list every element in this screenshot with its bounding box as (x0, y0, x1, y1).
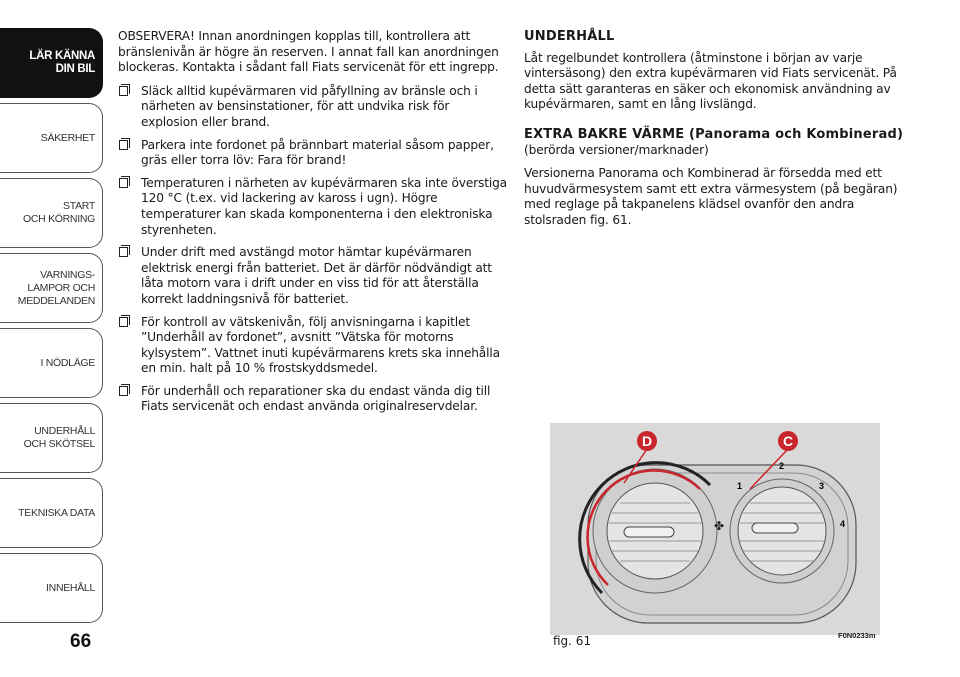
list-item-text: Parkera inte fordonet på brännbart material såsom papper, gräs eller torra löv: Fara för brand! (141, 137, 494, 168)
tab-innehall[interactable]: INNEHÅLL (0, 553, 103, 623)
tab-i-nodlage[interactable]: I NÖDLÄGE (0, 328, 103, 398)
fan-icon: ✤ (714, 519, 725, 533)
list-item-text: Under drift med avstängd motor hämtar kupévärmaren elektrisk energi från batteriet. Det är därför nödvändigt att låta motorn vara i drift under en viss tid för att återställa korrekt laddningsnivå för batteriet. (141, 245, 492, 306)
list-item (118, 84, 508, 131)
list-item-text: För kontroll av vätskenivån, följ anvisningarna i kapitlet ”Underhåll av fordonet”, avsnitt ”Vätska för motorns kylsystem”. Vattnet inuti kupévärmarens krets ska innehålla en min. halt på 10 % frostskyddsmedel. (141, 314, 500, 376)
section-subheading: (berörda versioner/marknader) (524, 142, 709, 157)
tab-start-och-korning[interactable]: START OCH KÖRNING (0, 178, 103, 248)
paragraph-extra-varme: Versionerna Panorama och Kombinerad är försedda med ett huvudvärmesystem samt ett extra värmesystem (på begäran) med reglage på takpanelens klädsel ovanför den andra stolsraden fig. 61. (524, 166, 898, 227)
checkbox-bullet-icon (119, 178, 128, 188)
checkbox-bullet-icon (119, 140, 128, 150)
list-item (118, 176, 508, 238)
list-item (118, 315, 508, 377)
checkbox-bullet-icon (119, 386, 128, 396)
scale-mark-3: 3 (819, 481, 825, 491)
warning-intro: OBSERVERA! Innan anordningen kopplas till, kontrollera att bränslenivån är högre än reserven. I annat fall kan anordningen blockeras. Kontakta i sådant fall Fiats servicenät för ett ingrepp. (118, 29, 499, 75)
right-knob-c (730, 479, 834, 583)
scale-mark-2: 2 (779, 461, 785, 471)
left-column (118, 29, 508, 422)
right-column (524, 29, 916, 237)
scale-mark-1: 1 (737, 481, 743, 491)
list-item (118, 138, 508, 169)
checkbox-bullet-icon (119, 86, 128, 96)
page-number: 66 (70, 631, 92, 652)
scale-mark-4: 4 (840, 519, 846, 529)
list-item-text: För underhåll och reparationer ska du endast vända dig till Fiats servicenät och endast använda originalreservdelar. (141, 383, 491, 414)
tab-tekniska-data[interactable]: TEKNISKA DATA (0, 478, 103, 548)
callout-c-label: C (782, 433, 794, 449)
checkbox-bullet-icon (119, 247, 128, 257)
heater-control-illustration (550, 423, 880, 635)
warning-list (118, 84, 508, 415)
section-heading-extra-varme: EXTRA BAKRE VÄRME (Panorama och Kombinerad) (524, 126, 904, 142)
list-item-text: Temperaturen i närheten av kupévärmaren ska inte överstiga 120 °C (t.ex. vid lackering av kaross i ugn). Högre temperaturer kan skada komponenterna i den elektroniska styrenheten. (141, 175, 507, 237)
checkbox-bullet-icon (119, 317, 128, 327)
paragraph-underhall: Låt regelbundet kontrollera (åtminstone i början av varje vintersäsong) den extra kupévärmaren vid Fiats servicenät. På detta sätt garanteras en säker och ekonomisk användning av kupévärmaren, samt en lång livslängd. (524, 50, 897, 112)
tab-sakerhet[interactable]: SÄKERHET (0, 103, 103, 173)
list-item-text: Släck alltid kupévärmaren vid påfyllning av bränsle och i närheten av bensinstationer, för att undvika risk för explosion eller brand. (141, 83, 478, 129)
section-heading-underhall: UNDERHÅLL (524, 29, 615, 44)
figure-61 (550, 423, 880, 635)
tab-underhall-och-skotsel[interactable]: UNDERHÅLL OCH SKÖTSEL (0, 403, 103, 473)
tab-lar-kanna-din-bil[interactable]: LÄR KÄNNA DIN BIL (0, 28, 103, 98)
list-item (118, 384, 508, 415)
figure-caption: fig. 61 (553, 634, 592, 648)
list-item (118, 245, 508, 307)
callout-d-label: D (641, 433, 653, 449)
tab-varningslampor[interactable]: VARNINGS- LAMPOR OCH MEDDELANDEN (0, 253, 103, 323)
right-knob-handle (752, 523, 798, 533)
figure-code: F0N0233m (838, 631, 876, 640)
left-knob-handle (624, 527, 674, 537)
